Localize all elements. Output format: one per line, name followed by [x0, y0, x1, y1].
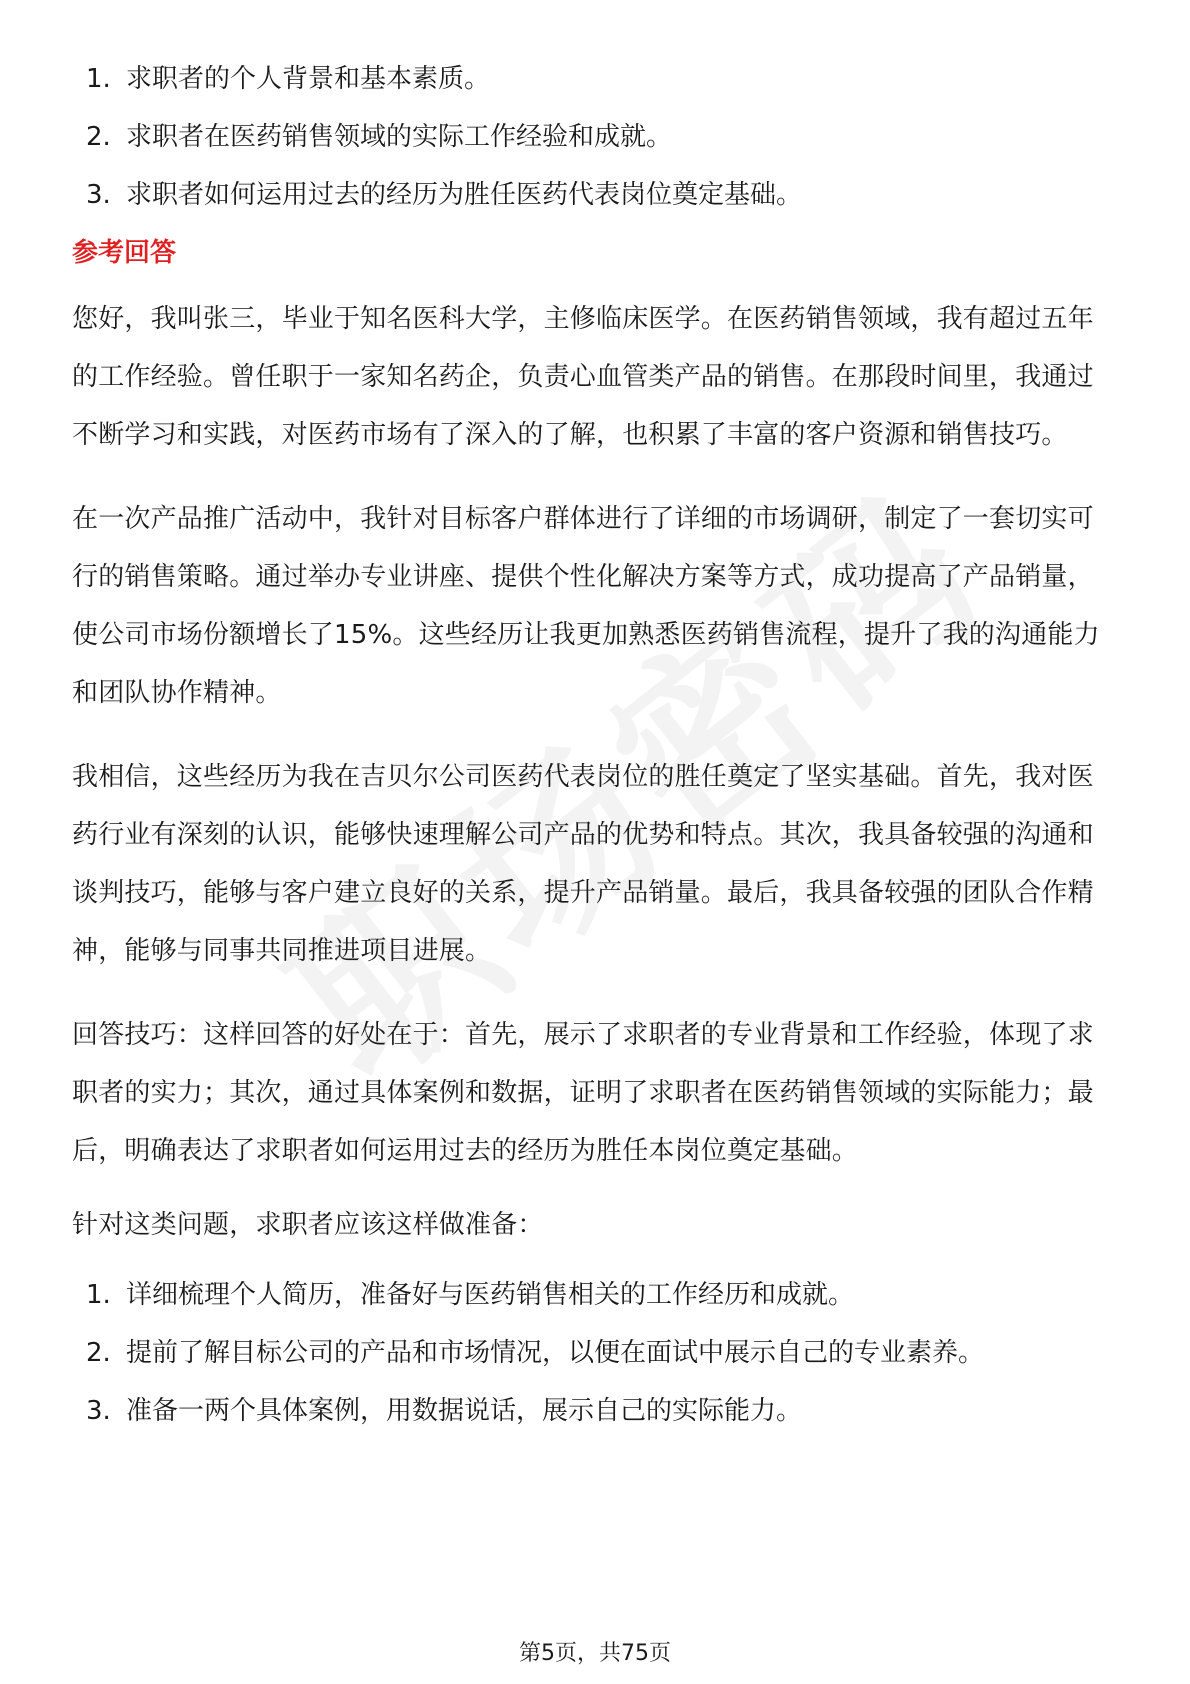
- answer-paragraph: 您好，我叫张三，毕业于知名医科大学，主修临床医学。在医药销售领域，我有超过五年的工作经验。曾任职于一家知名药企，负责心血管类产品的销售。在那段时间里，我通过不断学习和实践，对医药市场有了深入的了解，也积累了丰富的客户资源和销售技巧。: [72, 304, 1094, 450]
- list-number: 3.: [86, 180, 111, 210]
- section-heading: 参考回答: [72, 238, 177, 268]
- list-item: [72, 178, 1118, 212]
- list-text: 求职者的个人背景和基本素质。: [126, 64, 491, 94]
- prep-intro: 针对这类问题，求职者应该这样做准备：: [72, 1210, 544, 1240]
- list-number: 1.: [86, 64, 111, 94]
- answer-paragraph: 我相信，这些经历为我在吉贝尔公司医药代表岗位的胜任奠定了坚实基础。首先，我对医药行业有深刻的认识，能够快速理解公司产品的优势和特点。其次，我具备较强的沟通和谈判技巧，能够与客户建立良好的关系，提升产品销量。最后，我具备较强的团队合作精神，能够与同事共同推进项目进展。: [72, 762, 1094, 966]
- page-footer: 第5页，共75页: [519, 1641, 671, 1666]
- list-text: 准备一两个具体案例，用数据说话，展示自己的实际能力。: [126, 1396, 803, 1426]
- list-text: 详细梳理个人简历，准备好与医药销售相关的工作经历和成就。: [126, 1280, 855, 1310]
- intro-list: [72, 62, 1118, 212]
- answer-paragraph: 在一次产品推广活动中，我针对目标客户群体进行了详细的市场调研，制定了一套切实可行的销售策略。通过举办专业讲座、提供个性化解决方案等方式，成功提高了产品销量，使公司市场份额增长了15%。这些经历让我更加熟悉医药销售流程，提升了我的沟通能力和团队协作精神。: [72, 504, 1100, 708]
- list-text: 求职者如何运用过去的经历为胜任医药代表岗位奠定基础。: [126, 180, 803, 210]
- list-item: [72, 62, 1118, 96]
- tips-paragraph: 回答技巧：这样回答的好处在于：首先，展示了求职者的专业背景和工作经验，体现了求职者的实力；其次，通过具体案例和数据，证明了求职者在医药销售领域的实际能力；最后，明确表达了求职者如何运用过去的经历为胜任本岗位奠定基础。: [72, 1020, 1094, 1166]
- list-number: 3.: [86, 1396, 111, 1426]
- list-item: [72, 1394, 1118, 1428]
- list-item: [72, 1278, 1118, 1312]
- list-number: 2.: [86, 122, 111, 152]
- page-content: [72, 62, 1118, 1452]
- list-number: 2.: [86, 1338, 111, 1368]
- prep-list: [72, 1278, 1118, 1428]
- list-text: 提前了解目标公司的产品和市场情况，以便在面试中展示自己的专业素养。: [126, 1338, 985, 1368]
- list-number: 1.: [86, 1280, 111, 1310]
- list-item: [72, 120, 1118, 154]
- list-item: [72, 1336, 1118, 1370]
- list-text: 求职者在医药销售领域的实际工作经验和成就。: [126, 122, 673, 152]
